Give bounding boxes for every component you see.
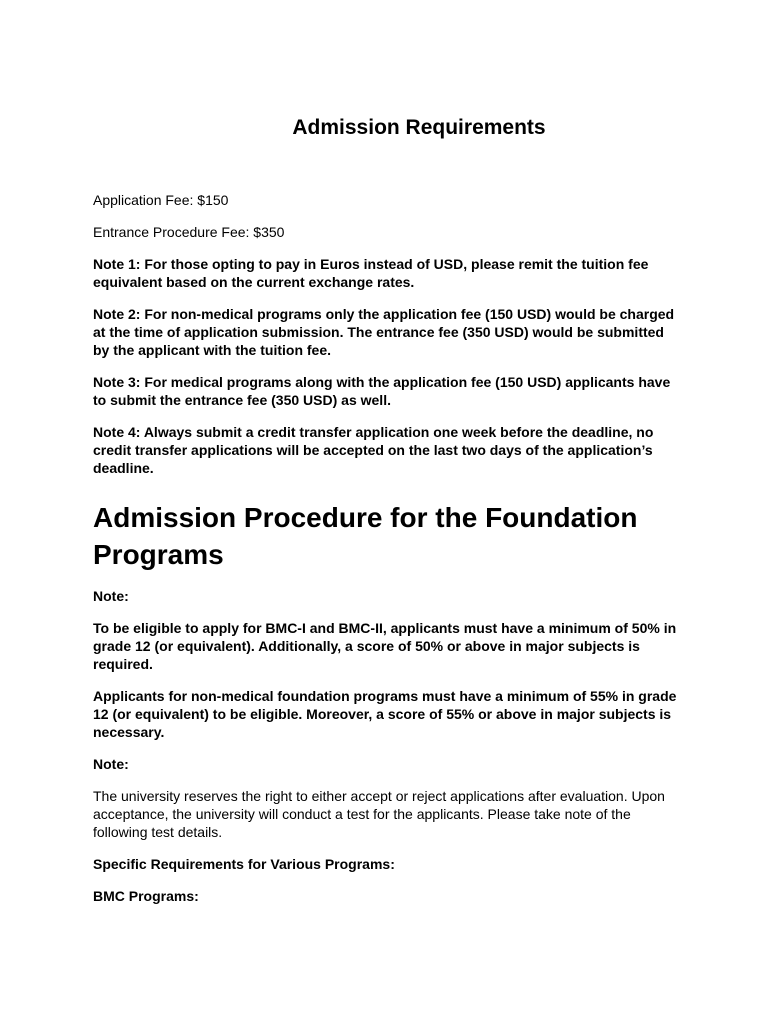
note-label-2: Note: (93, 756, 129, 772)
note-1-text: Note 1: For those opting to pay in Euros instead of USD, please remit the tuition fee equivalent based on the current exchange rates. (93, 256, 649, 290)
entrance-fee-text: Entrance Procedure Fee: $350 (93, 224, 285, 240)
document-body (93, 191, 683, 905)
foundation-programs-heading: Admission Procedure for the Foundation Programs (93, 502, 638, 570)
application-fee-text: Application Fee: $150 (93, 192, 229, 208)
bmc-programs-heading: BMC Programs: (93, 888, 199, 904)
page-title: Admission Requirements (292, 116, 546, 139)
bmc-eligibility-text: To be eligible to apply for BMC-I and BMC-II, applicants must have a minimum of 50% in grade 12 (or equivalent). Additionally, a score of 50% or above in major subjects is required. (93, 620, 677, 672)
note-4-text: Note 4: Always submit a credit transfer application one week before the deadline, no credit transfer applications will be accepted on the last two days of the application’s deadline. (93, 424, 654, 476)
note-label-1: Note: (93, 588, 129, 604)
note-3-text: Note 3: For medical programs along with the application fee (150 USD) applicants have to submit the entrance fee (350 USD) as well. (93, 374, 671, 408)
note-2-text: Note 2: For non-medical programs only the application fee (150 USD) would be charged at the time of application submission. The entrance fee (350 USD) would be submitted by the applicant with the tuition fee. (93, 306, 675, 358)
specific-requirements-heading: Specific Requirements for Various Programs: (93, 856, 395, 872)
non-medical-eligibility-text: Applicants for non-medical foundation programs must have a minimum of 55% in grade 12 (or equivalent) to be eligible. Moreover, a score of 55% or above in major subjects is necessary. (93, 688, 677, 740)
evaluation-text: The university reserves the right to either accept or reject applications after evaluation. Upon acceptance, the university will conduct a test for the applicants. Please take note of the following test details. (93, 788, 665, 840)
